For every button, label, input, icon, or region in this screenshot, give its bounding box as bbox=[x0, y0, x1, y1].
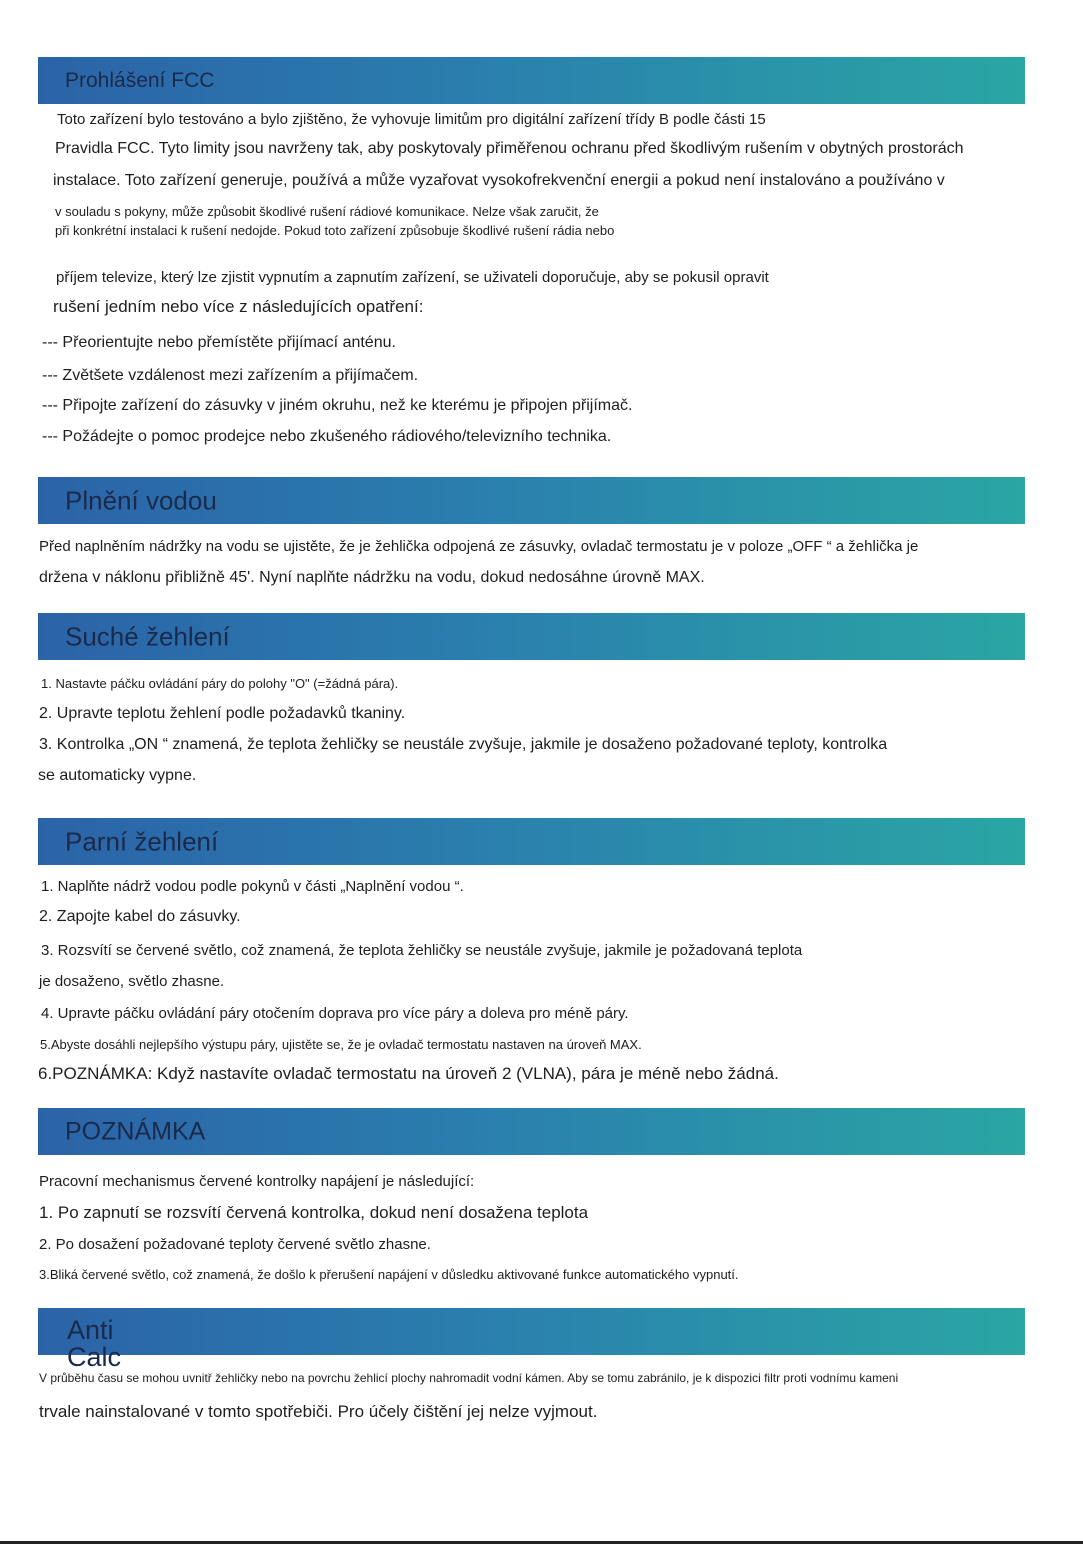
fcc-bullet-4: --- Požádejte o pomoc prodejce nebo zkušeného rádiového/televizního technika. bbox=[42, 428, 612, 445]
section-title-steam: Parní žehlení bbox=[65, 826, 219, 856]
fcc-line-2: Pravidla FCC. Tyto limity jsou navrženy tak, aby poskytovaly přiměřenou ochranu před škodlivým rušením v obytných prostorách bbox=[55, 140, 964, 157]
section-header-steam bbox=[38, 818, 1025, 865]
steam-line-1: 1. Naplňte nádrž vodou podle pokynů v části „Naplnění vodou “. bbox=[41, 878, 464, 895]
note-line-1: Pracovní mechanismus červené kontrolky napájení je následující: bbox=[39, 1173, 475, 1190]
steam-line-3: 3. Rozsvítí se červené světlo, což znamená, že teplota žehličky se neustále zvyšuje, jakmile je požadovaná teplota bbox=[41, 942, 803, 959]
steam-line-5: 4. Upravte páčku ovládání páry otočením doprava pro více páry a doleva pro méně páry. bbox=[41, 1005, 629, 1022]
section-header-dry bbox=[38, 613, 1025, 660]
anticalc-line-2: trvale nainstalované v tomto spotřebiči. Pro účely čištění jej nelze vyjmout. bbox=[39, 1402, 598, 1421]
note-line-4: 3.Bliká červené světlo, což znamená, že došlo k přerušení napájení v důsledku aktivované funkce automatického vypnutí. bbox=[39, 1267, 739, 1282]
steam-line-6: 5.Abyste dosáhli nejlepšího výstupu páry, ujistěte se, že je ovladač termostatu nastaven na úroveň MAX. bbox=[40, 1037, 642, 1052]
section-title-water: Plnění vodou bbox=[65, 485, 217, 515]
section-header-note bbox=[38, 1108, 1025, 1155]
fcc-bullet-1: --- Přeorientujte nebo přemístěte přijímací anténu. bbox=[42, 334, 396, 351]
note-line-2: 1. Po zapnutí se rozsvítí červená kontrolka, dokud není dosažena teplota bbox=[39, 1203, 589, 1222]
section-header-water bbox=[38, 477, 1025, 524]
water-line-2: držena v náklonu přibližně 45'. Nyní naplňte nádržku na vodu, dokud nedosáhne úrovně MAX. bbox=[39, 569, 705, 586]
dry-line-2: 2. Upravte teplotu žehlení podle požadavků tkaniny. bbox=[39, 705, 406, 722]
fcc-line-5: při konkrétní instalaci k rušení nedojde. Pokud toto zařízení způsobuje škodlivé rušení rádia nebo bbox=[55, 223, 615, 238]
steam-line-4: je dosaženo, světlo zhasne. bbox=[39, 973, 225, 990]
section-header-fcc bbox=[38, 57, 1025, 104]
note-line-3: 2. Po dosažení požadované teploty červené světlo zhasne. bbox=[39, 1236, 431, 1253]
fcc-bullet-2: --- Zvětšete vzdálenost mezi zařízením a přijímačem. bbox=[42, 367, 419, 384]
fcc-line-3: instalace. Toto zařízení generuje, používá a může vyzařovat vysokofrekvenční energii a pokud není instalováno a používáno v bbox=[53, 172, 945, 189]
steam-line-2: 2. Zapojte kabel do zásuvky. bbox=[39, 908, 241, 925]
section-title-fcc: Prohlášení FCC bbox=[65, 68, 215, 92]
fcc-line-7: rušení jedním nebo více z následujících opatření: bbox=[53, 297, 424, 316]
fcc-bullet-3: --- Připojte zařízení do zásuvky v jiném okruhu, než ke kterému je připojen přijímač. bbox=[42, 397, 633, 414]
fcc-line-4: v souladu s pokyny, může způsobit škodlivé rušení rádiové komunikace. Nelze však zaručit, že bbox=[55, 204, 599, 219]
steam-line-7: 6.POZNÁMKA: Když nastavíte ovladač termostatu na úroveň 2 (VLNA), pára je méně nebo žádná. bbox=[38, 1064, 779, 1083]
section-title-dry: Suché žehlení bbox=[65, 621, 230, 651]
dry-line-4: se automaticky vypne. bbox=[38, 767, 197, 784]
section-title-note: POZNÁMKA bbox=[65, 1117, 206, 1145]
water-line-1: Před naplněním nádržky na vodu se ujistěte, že je žehlička odpojená ze zásuvky, ovladač termostatu je v poloze „OFF “ a žehlička je bbox=[39, 538, 919, 555]
fcc-line-1: Toto zařízení bylo testováno a bylo zjištěno, že vyhovuje limitům pro digitální zařízení třídy B podle části 15 bbox=[57, 111, 766, 128]
section-title-anticalc: Anti Calc bbox=[67, 1315, 122, 1372]
dry-line-3: 3. Kontrolka „ON “ znamená, že teplota žehličky se neustále zvyšuje, jakmile je dosaženo požadované teploty, kontrolka bbox=[39, 736, 888, 753]
fcc-line-6: příjem televize, který lze zjistit vypnutím a zapnutím zařízení, se uživateli doporučuje, aby se pokusil opravit bbox=[56, 269, 769, 286]
anticalc-line-1: V průběhu času se mohou uvnitř žehličky nebo na povrchu žehlicí plochy nahromadit vodní kámen. Aby se tomu zabránilo, je k dispozici filtr proti vodnímu kameni bbox=[39, 1371, 899, 1385]
dry-line-1: 1. Nastavte páčku ovládání páry do polohy "O" (=žádná pára). bbox=[41, 676, 399, 691]
